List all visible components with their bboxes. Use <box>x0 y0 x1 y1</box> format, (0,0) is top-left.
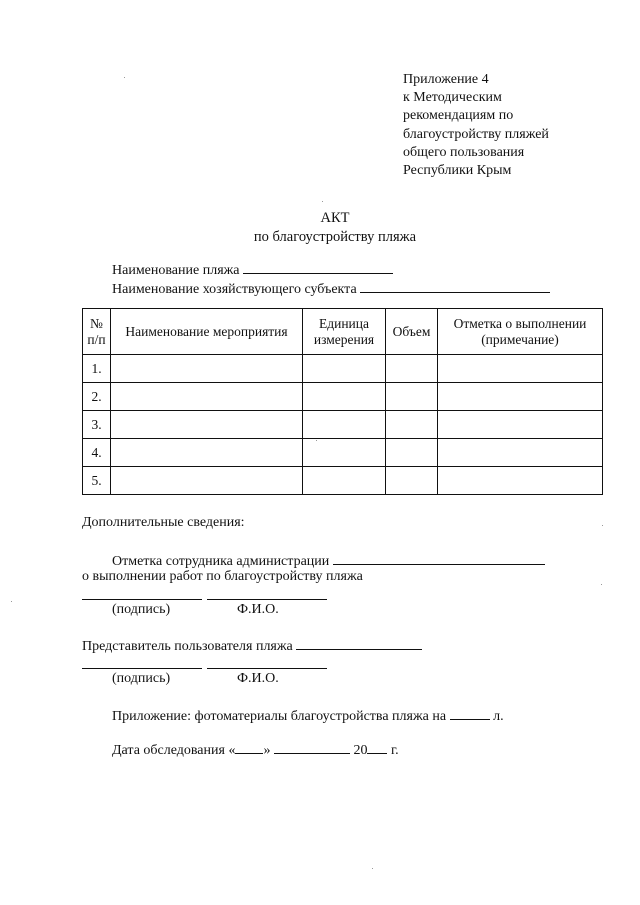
signature-line[interactable] <box>82 599 202 600</box>
appendix-line: Приложение 4 <box>403 72 489 87</box>
row-number: 5. <box>83 467 111 495</box>
row-number: 4. <box>83 439 111 467</box>
scan-speck <box>316 440 317 441</box>
representative-label: Представитель пользователя пляжа <box>82 639 293 654</box>
cell-note[interactable] <box>438 439 603 467</box>
cell-event[interactable] <box>111 411 303 439</box>
cell-volume[interactable] <box>386 355 438 383</box>
date-year-prefix: 20 <box>353 743 368 758</box>
scan-speck <box>601 584 602 585</box>
cell-event[interactable] <box>111 467 303 495</box>
table-header-row <box>83 309 603 355</box>
date-day-blank[interactable] <box>235 741 263 754</box>
cell-volume[interactable] <box>386 439 438 467</box>
date-quote-close: » <box>263 743 271 758</box>
cell-unit[interactable] <box>303 411 386 439</box>
cell-volume[interactable] <box>386 411 438 439</box>
beach-name-field <box>112 261 393 279</box>
date-label: Дата обследования « <box>112 743 236 758</box>
beach-name-blank[interactable] <box>243 261 393 274</box>
cell-volume[interactable] <box>386 383 438 411</box>
appendix-header <box>403 71 549 180</box>
date-month-blank[interactable] <box>274 741 350 754</box>
representative-field <box>82 637 422 655</box>
header-note-line2: (примечание) <box>481 331 559 347</box>
row-number: 2. <box>83 383 111 411</box>
appendix-line: к Методическим <box>403 90 502 106</box>
signature-caption: (подпись) <box>112 671 171 686</box>
fio-caption: Ф.И.О. <box>237 671 279 686</box>
additional-info-label: Дополнительные сведения: <box>82 515 245 530</box>
admin-mark-label: Отметка сотрудника администрации <box>112 554 330 569</box>
header-num-line1: № <box>90 315 103 331</box>
entity-name-field <box>112 280 550 298</box>
attachment-field <box>112 707 504 725</box>
cell-event[interactable] <box>111 439 303 467</box>
entity-name-label: Наименование хозяйствующего субъекта <box>112 282 357 297</box>
appendix-line: общего пользования <box>403 144 525 160</box>
activities-table <box>82 308 603 495</box>
cell-note[interactable] <box>438 411 603 439</box>
signature-line[interactable] <box>82 668 202 669</box>
header-num-line2: п/п <box>87 331 106 347</box>
header-unit-line2: измерения <box>313 331 375 347</box>
table-row <box>83 439 603 467</box>
header-unit-line1: Единица <box>318 315 369 331</box>
cell-unit[interactable] <box>303 383 386 411</box>
scan-speck <box>11 601 12 602</box>
appendix-line: Республики Крым <box>403 163 512 179</box>
scan-speck <box>602 525 603 526</box>
admin-mark-blank[interactable] <box>333 552 545 565</box>
date-year-blank[interactable] <box>367 741 387 754</box>
header-unit <box>303 309 386 355</box>
signature-caption: (подпись) <box>112 602 171 617</box>
header-note-line1: Отметка о выполнении <box>453 315 587 331</box>
row-number: 1. <box>83 355 111 383</box>
cell-note[interactable] <box>438 383 603 411</box>
scan-speck <box>322 201 323 202</box>
scan-speck <box>372 868 373 869</box>
appendix-line: рекомендациям по <box>403 108 514 124</box>
cell-volume[interactable] <box>386 467 438 495</box>
attachment-pages-blank[interactable] <box>450 707 490 720</box>
row-number: 3. <box>83 411 111 439</box>
cell-note[interactable] <box>438 355 603 383</box>
fio-caption: Ф.И.О. <box>237 602 279 617</box>
document-title: АКТ <box>320 210 350 226</box>
table-row <box>83 355 603 383</box>
table-row <box>83 467 603 495</box>
cell-unit[interactable] <box>303 355 386 383</box>
table-row <box>83 411 603 439</box>
document-subtitle: по благоустройству пляжа <box>253 229 417 245</box>
beach-name-label: Наименование пляжа <box>112 263 240 278</box>
cell-unit[interactable] <box>303 467 386 495</box>
attachment-label: Приложение: фотоматериалы благоустройства пляжа на <box>112 709 447 724</box>
admin-mark-continuation: о выполнении работ по благоустройству пляжа <box>82 569 363 584</box>
fio-line[interactable] <box>207 599 327 600</box>
header-event: Наименование мероприятия <box>111 309 303 355</box>
cell-event[interactable] <box>111 355 303 383</box>
cell-event[interactable] <box>111 383 303 411</box>
cell-unit[interactable] <box>303 439 386 467</box>
inspection-date-field <box>112 741 399 759</box>
header-volume: Объем <box>386 309 438 355</box>
representative-blank[interactable] <box>296 637 422 650</box>
entity-name-blank[interactable] <box>360 280 550 293</box>
fio-line[interactable] <box>207 668 327 669</box>
scan-speck <box>124 77 125 78</box>
cell-note[interactable] <box>438 467 603 495</box>
date-year-suffix: г. <box>390 743 399 758</box>
header-note <box>438 309 603 355</box>
admin-mark-field <box>112 552 545 570</box>
appendix-line: благоустройству пляжей <box>403 126 549 142</box>
header-num <box>83 309 111 355</box>
attachment-suffix: л. <box>493 709 504 724</box>
table-row <box>83 383 603 411</box>
